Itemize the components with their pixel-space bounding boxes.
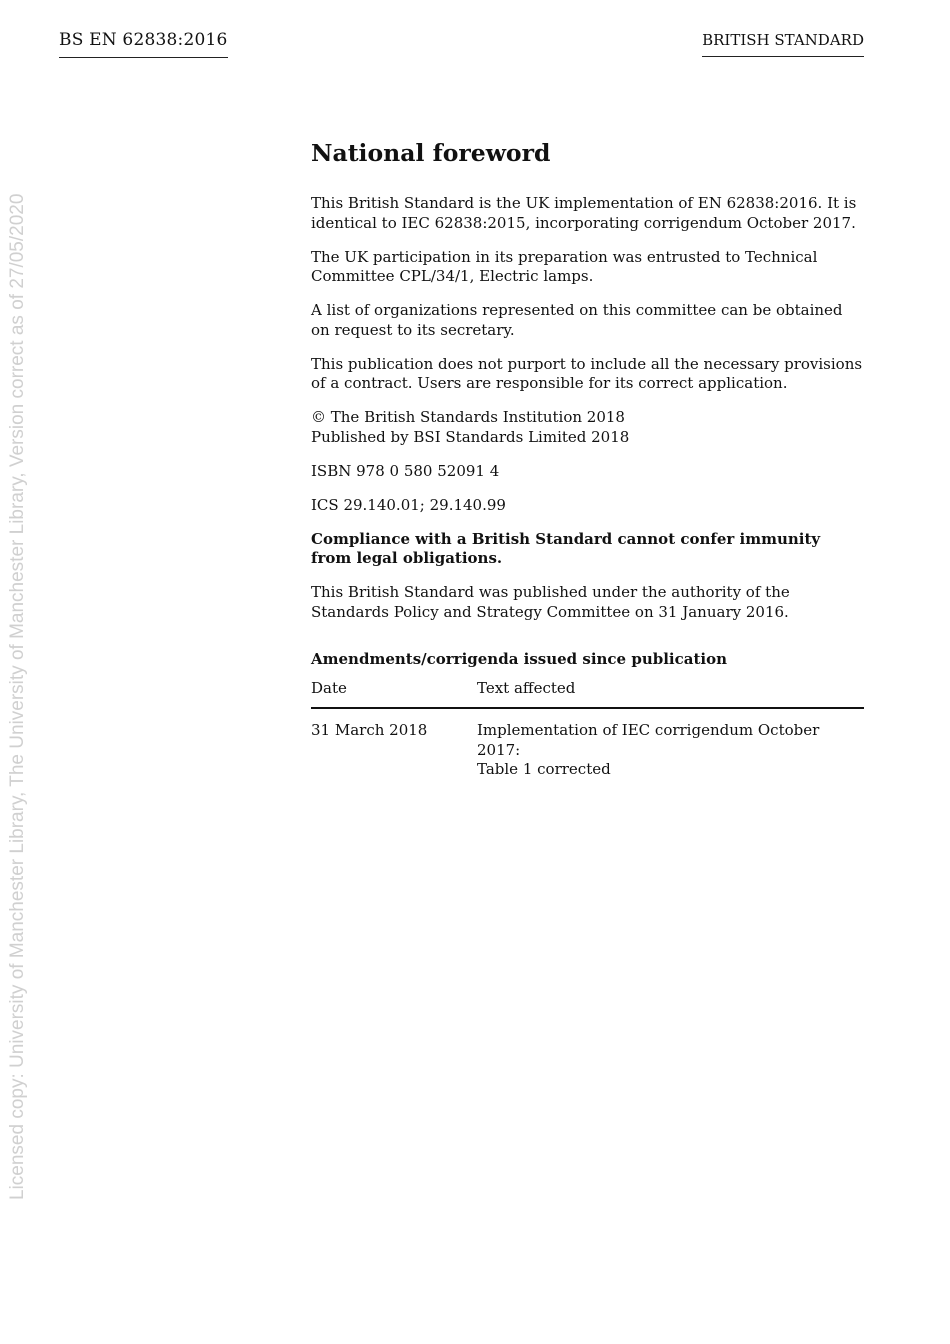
amendments-table xyxy=(311,679,864,780)
authority-paragraph: This British Standard was published under the authority of the Standards Policy and Strategy Committee on 31 January 2016. xyxy=(311,583,790,621)
isbn-line: ISBN 978 0 580 52091 4 xyxy=(311,461,500,480)
committee-paragraph: The UK participation in its preparation was entrusted to Technical Committee CPL/34/1, Electric lamps. xyxy=(311,247,818,285)
license-watermark: Licensed copy: University of Manchester Library, The University of Manchester Library, Version correct as of 27/05/2020 xyxy=(7,193,28,1200)
table-header-row xyxy=(311,679,864,709)
page-title: National foreword xyxy=(311,139,551,167)
national-foreword-section xyxy=(311,138,864,780)
amendment-text-line: Table 1 corrected xyxy=(477,760,611,778)
amendment-text-line: Implementation of IEC corrigendum October 2017: xyxy=(477,721,820,759)
organizations-paragraph: A list of organizations represented on this committee can be obtained on request to its secretary. xyxy=(311,301,843,339)
published-line: Published by BSI Standards Limited 2018 xyxy=(311,427,630,446)
compliance-statement: Compliance with a British Standard cannot confer immunity from legal obligations. xyxy=(311,529,821,567)
ics-line: ICS 29.140.01; 29.140.99 xyxy=(311,495,506,514)
column-header-date: Date xyxy=(311,679,477,709)
amendment-text-affected xyxy=(477,708,864,780)
copyright-line: © The British Standards Institution 2018 xyxy=(311,408,625,426)
copyright-block xyxy=(311,408,864,447)
standard-series-label: BRITISH STANDARD xyxy=(702,31,864,57)
implementation-paragraph: This British Standard is the UK implementation of EN 62838:2016. It is identical to IEC 62838:2015, incorporating corrigendum October 2017. xyxy=(311,194,857,232)
amendments-heading: Amendments/corrigenda issued since publication xyxy=(311,650,727,668)
column-header-text-affected: Text affected xyxy=(477,679,864,709)
provisions-paragraph: This publication does not purport to include all the necessary provisions of a contract. Users are responsible for its correct application. xyxy=(311,354,863,392)
document-number: BS EN 62838:2016 xyxy=(59,30,228,58)
amendment-date: 31 March 2018 xyxy=(311,721,428,739)
table-row xyxy=(311,708,864,780)
